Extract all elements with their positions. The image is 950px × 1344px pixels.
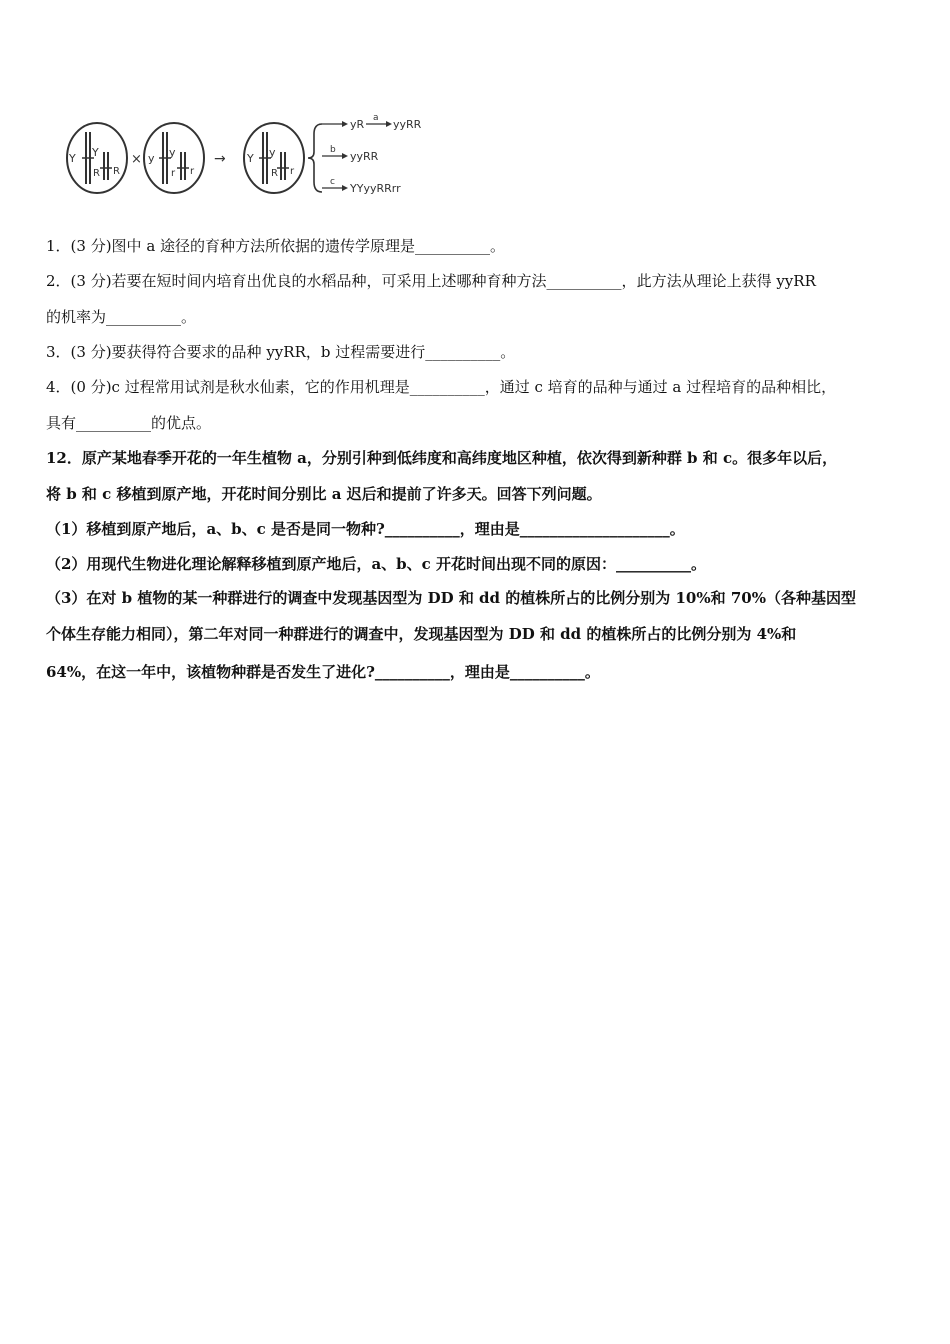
cross-symbol: × bbox=[131, 152, 142, 167]
cell-2-bottom: r bbox=[171, 168, 176, 179]
cell-1-top: Y bbox=[92, 146, 99, 159]
question-12-part-3-line-2: 个体生存能力相同），第二年对同一种群进行的调查中，发现基因型为 DD 和 dd 的植株所占的比例分别为 4%和 bbox=[46, 625, 797, 643]
question-4-continued: 具有__________的优点。 bbox=[46, 414, 212, 432]
question-4: 4．(0 分)c 过程常用试剂是秋水仙素，它的作用机理是__________，通过 c 培育的品种与通过 a 过程培育的品种相比， bbox=[46, 378, 837, 396]
cell-2-left: y bbox=[148, 152, 155, 165]
path-c-result: YYyyRRrr bbox=[350, 182, 401, 195]
cell-1-bottom: R bbox=[93, 168, 100, 179]
path-a-start: yR bbox=[350, 118, 365, 131]
question-12-part-3-line-3: 64%，在这一年中，该植物种群是否发生了进化?__________，理由是__________。 bbox=[46, 663, 600, 681]
path-c-label: c bbox=[330, 177, 335, 187]
cell-3-right: r bbox=[290, 166, 295, 177]
question-12-part-2: （2）用现代生物进化理论解释移植到原产地后，a、b、c 开花时间出现不同的原因：__________。 bbox=[46, 555, 707, 573]
cell-2-top: y bbox=[169, 146, 176, 159]
question-12-part-3: （3）在对 b 植物的某一种群进行的调查中发现基因型为 DD 和 dd 的植株所占的比例分别为 10%和 70%（各种基因型 bbox=[46, 589, 856, 607]
cell-1-right: R bbox=[113, 166, 120, 177]
question-3: 3．(3 分)要获得符合要求的品种 yyRR，b 过程需要进行__________。 bbox=[46, 343, 516, 361]
cell-3-left: Y bbox=[247, 152, 254, 165]
cell-3-top: y bbox=[269, 146, 276, 159]
question-2-continued: 的机率为__________。 bbox=[46, 308, 197, 326]
question-1: 1．(3 分)图中 a 途径的育种方法所依据的遗传学原理是__________。 bbox=[46, 237, 506, 255]
path-a-result: yyRR bbox=[393, 118, 422, 131]
question-12-stem: 12．原产某地春季开花的一年生植物 a，分别引种到低纬度和高纬度地区种植，依次得到新种群 b 和 c。很多年以后， bbox=[46, 449, 838, 467]
path-b-label: b bbox=[330, 145, 336, 155]
cell-3-bottom: R bbox=[271, 168, 278, 179]
path-a-label: a bbox=[373, 113, 379, 123]
path-b-result: yyRR bbox=[350, 150, 379, 163]
brace bbox=[308, 124, 322, 192]
arrow-symbol: → bbox=[214, 151, 226, 167]
cell-2-right: r bbox=[190, 166, 195, 177]
cell-1-left: Y bbox=[69, 152, 76, 165]
breeding-diagram bbox=[60, 108, 430, 208]
question-12-stem-continued: 将 b 和 c 移植到原产地，开花时间分别比 a 迟后和提前了许多天。回答下列问题。 bbox=[46, 485, 602, 503]
question-12-part-1: （1）移植到原产地后，a、b、c 是否是同一物种?__________，理由是____________________。 bbox=[46, 520, 685, 538]
question-2: 2．(3 分)若要在短时间内培育出优良的水稻品种，可采用上述哪种育种方法__________，此方法从理论上获得 yyRR bbox=[46, 272, 816, 290]
